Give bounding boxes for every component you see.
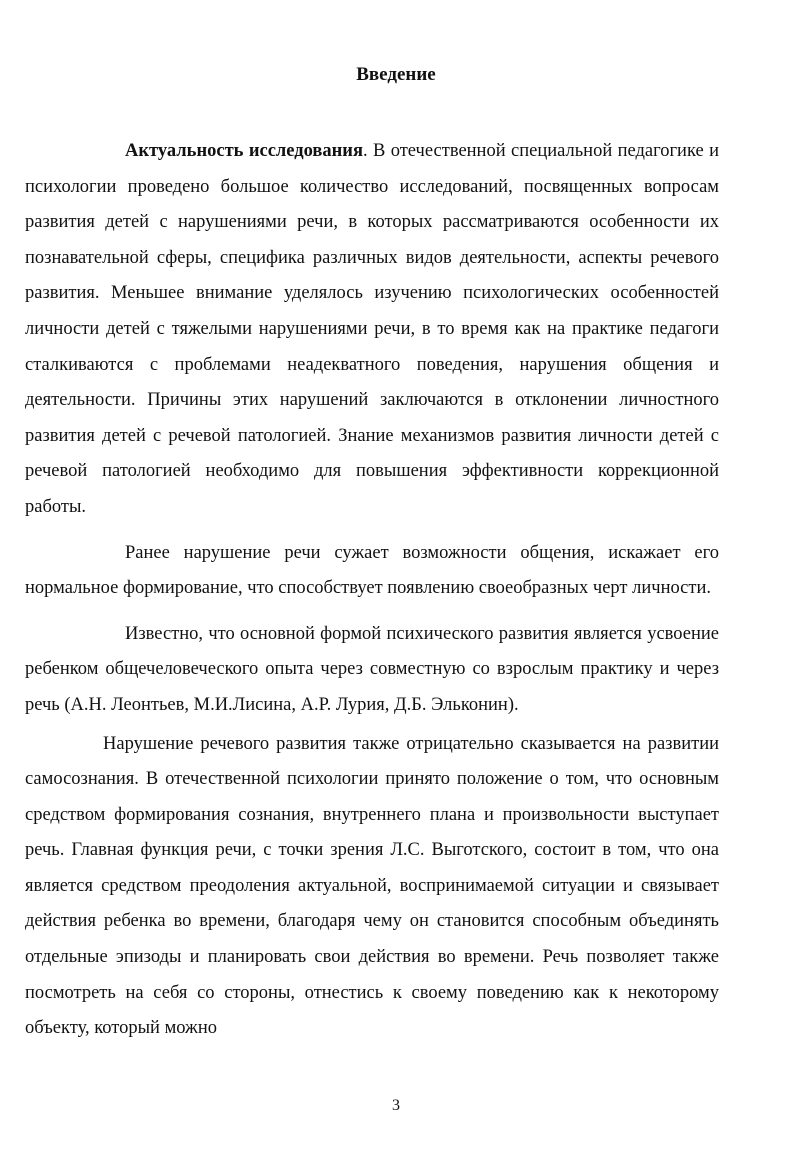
paragraph: Известно, что основной формой психического развития является усвоение ребенком общечеловеческого опыта через совместную со взрослым практику и через речь (А.Н. Леонтьев, М.И.Лисина, А.Р. Лурия, Д.Б. Эльконин). [25, 623, 719, 715]
page-title: Введение [356, 64, 436, 85]
page-number: 3 [392, 1097, 400, 1114]
paragraph-lead: Актуальность исследования [125, 141, 363, 161]
paragraph-relevance [25, 134, 719, 526]
paragraph: Нарушение речевого развития также отрицательно сказывается на развитии самосознания. В отечественной психологии принято положение о том, что основным средством формирования сознания, внутреннего плана и произвольности выступает речь. Главная функция речи, с точки зрения Л.С. Выготского, состоит в том, что она является средством преодоления актуальной, воспринимаемой ситуации и связывает действия ребенка во времени, благодаря чему он становится способным объединять отдельные эпизоды и планировать свои действия во времени. Речь позволяет также посмотреть на себя со стороны, отнестись к своему поведению как к некоторому объекту, который можно [25, 733, 719, 1039]
body-text [25, 134, 719, 1047]
paragraph-text: . В отечественной специальной педагогике и психологии проведено большое количество исследований, посвященных вопросам развития детей с нарушениями речи, в которых рассматриваются особенности их познавательной сферы, специфика различных видов деятельности, аспекты речевого развития. Меньшее внимание уделялось изучению психологических особенностей личности детей с тяжелыми нарушениями речи, в то время как на практике педагоги сталкиваются с проблемами неадекватного поведения, нарушения общения и деятельности. Причины этих нарушений заключаются в отклонении личностного развития детей с речевой патологией. Знание механизмов развития личности детей с речевой патологией необходимо для повышения эффективности коррекционной работы. [25, 141, 719, 517]
paragraph: Ранее нарушение речи сужает возможности общения, искажает его нормальное формирование, что способствует появлению своеобразных черт личности. [25, 542, 719, 599]
